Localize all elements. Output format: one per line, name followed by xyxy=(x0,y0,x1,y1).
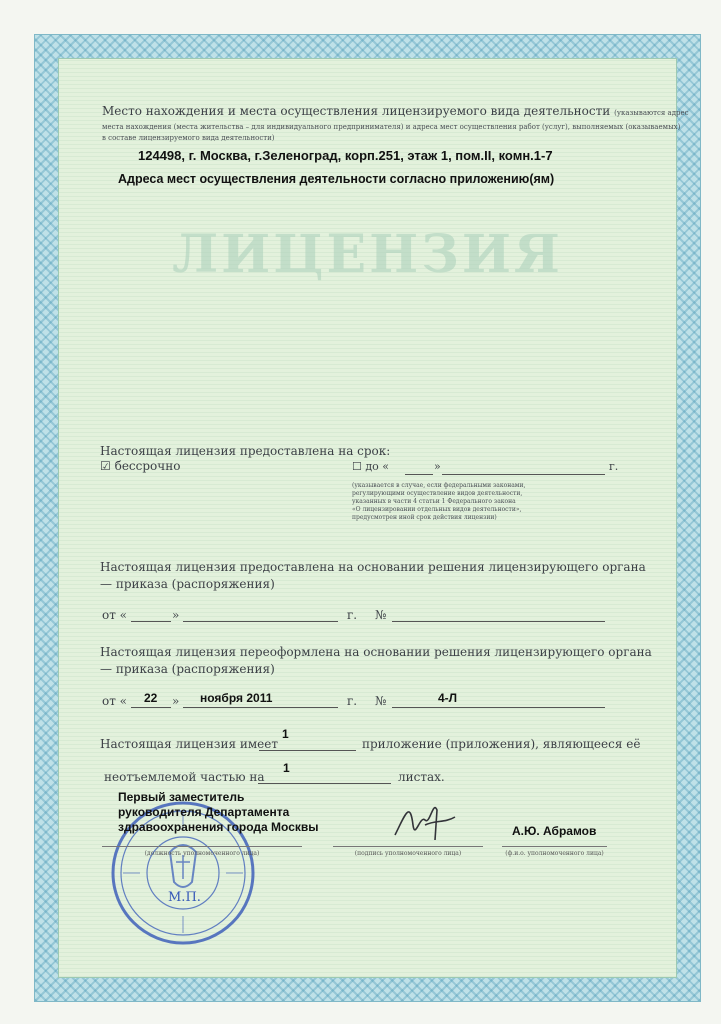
reissue-line1: Настоящая лицензия переоформлена на основании решения лицензирующего органа xyxy=(100,645,652,659)
term-note-line: указанных в части 4 статьи 1 Федерального закона xyxy=(352,498,516,505)
addresses-note: Адреса мест осуществления деятельности согласно приложению(ям) xyxy=(118,172,555,186)
position-line xyxy=(102,846,302,847)
signature-line xyxy=(333,846,483,847)
reissue-year: г. xyxy=(347,694,358,708)
reissue-day-line xyxy=(131,707,171,708)
basis-line1: Настоящая лицензия предоставлена на основании решения лицензирующего органа xyxy=(100,560,646,574)
reissue-line2: — приказа (распоряжения) xyxy=(100,662,275,676)
reissue-from: от « xyxy=(102,694,128,708)
basis-number-label: № xyxy=(375,608,387,622)
caption-position: (должность уполномоченного лица) xyxy=(144,850,260,857)
sheets-suffix: листах. xyxy=(398,770,445,784)
basis-line2: — приказа (распоряжения) xyxy=(100,577,275,591)
caption-signature: (подпись уполномоченного лица) xyxy=(354,850,462,857)
header-main-text: Место нахождения и места осуществления лицензируемого вида деятельности xyxy=(102,104,611,118)
basis-number-line xyxy=(392,621,605,622)
attachments-suffix: приложение (приложения), являющееся её xyxy=(362,737,641,751)
sheets-line xyxy=(258,783,391,784)
term-year-suffix: г. xyxy=(609,460,619,473)
term-option1-label: бессрочно xyxy=(114,459,181,473)
reissue-date-line xyxy=(183,707,338,708)
term-date-line xyxy=(442,474,605,475)
address-text: 124498, г. Москва, г.Зеленоград, корп.251, этаж 1, пом.II, комн.1-7 xyxy=(138,148,553,163)
signatory-name: А.Ю. Абрамов xyxy=(512,824,597,838)
signatory-title-line3: здравоохранения города Москвы xyxy=(118,820,319,834)
handwritten-signature xyxy=(385,795,465,845)
reissue-number-label: № xyxy=(375,694,387,708)
sheets-count: 1 xyxy=(283,761,290,775)
term-note-line: «О лицензировании отдельных видов деятельности», xyxy=(352,506,522,513)
checkbox-empty-icon: ☐ xyxy=(352,460,362,473)
reissue-day: 22 xyxy=(144,691,158,705)
term-note-line: (указывается в случае, если федеральными законами, xyxy=(352,482,526,489)
term-until-prefix: до « xyxy=(365,460,389,473)
basis-from: от « xyxy=(102,608,128,622)
basis-date-line xyxy=(183,621,338,622)
header-line1 xyxy=(102,104,689,118)
stamp-mp: М.П. xyxy=(168,890,201,905)
reissue-month-year: ноября 2011 xyxy=(200,691,273,705)
checkbox-checked-icon: ☑ xyxy=(100,459,111,473)
reissue-number-line xyxy=(392,707,605,708)
attachments-prefix: Настоящая лицензия имеет xyxy=(100,737,279,751)
attachments-count: 1 xyxy=(282,727,289,741)
term-note-line: регулирующими осуществление видов деятельности, xyxy=(352,490,523,497)
header-note: (указываются адрес xyxy=(614,109,689,117)
basis-year: г. xyxy=(347,608,358,622)
term-title: Настоящая лицензия предоставлена на срок: xyxy=(100,444,391,458)
caption-name: (ф.и.о. уполномоченного лица) xyxy=(505,850,604,857)
basis-close-quote: » xyxy=(172,608,180,622)
reissue-number: 4-Л xyxy=(438,691,458,705)
term-note-line: предусмотрен иной срок действия лицензии) xyxy=(352,514,497,521)
term-quote: » xyxy=(434,460,441,473)
reissue-close-quote: » xyxy=(172,694,180,708)
watermark: ЛИЦЕНЗИЯ xyxy=(172,224,563,285)
header-line3: в составе лицензируемого вида деятельности) xyxy=(102,134,275,142)
attachments-count-line xyxy=(259,750,356,751)
term-day-line xyxy=(405,474,433,475)
term-option-until xyxy=(352,460,389,473)
signatory-title-line2: руководителя Департамента xyxy=(118,805,290,819)
signatory-title-line1: Первый заместитель xyxy=(118,790,245,804)
name-line xyxy=(502,846,607,847)
sheets-prefix: неотъемлемой частью на xyxy=(104,770,265,784)
header-line2: места нахождения (места жительства – для индивидуального предпринимателя) и адреса мест осуществления работ (услуг), выполняемых (оказываемых) xyxy=(102,123,681,131)
basis-day-line xyxy=(131,621,171,622)
term-option-unlimited xyxy=(100,459,180,473)
